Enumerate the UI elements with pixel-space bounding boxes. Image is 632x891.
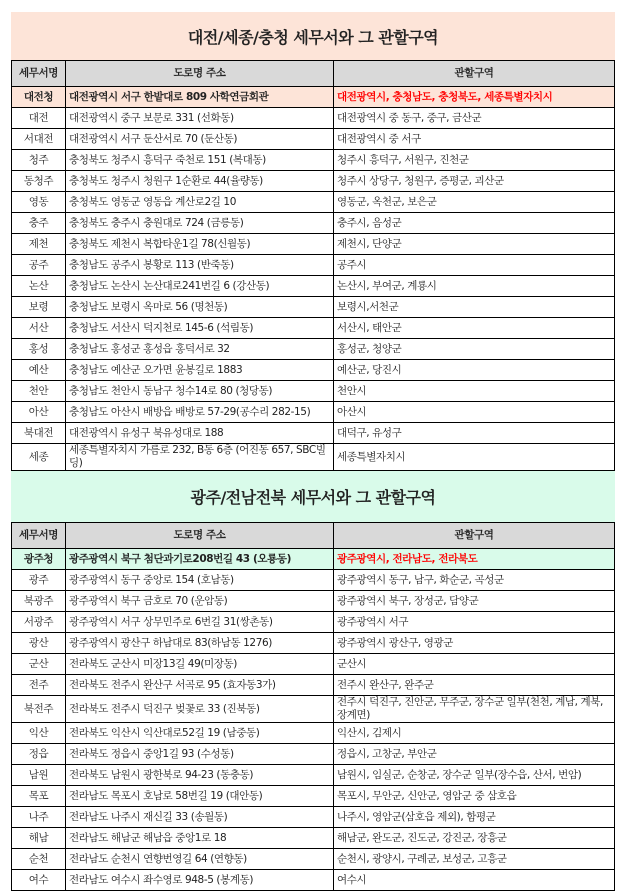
jurisdiction: 청주시 흥덕구, 서원구, 진천군 xyxy=(334,150,615,171)
office-name: 여수 xyxy=(12,870,66,891)
road-address: 충청남도 아산시 배방읍 배방로 57-29(공수리 282-15) xyxy=(66,402,334,423)
jurisdiction: 서산시, 태안군 xyxy=(334,318,615,339)
jurisdiction: 광주광역시 광산구, 영광군 xyxy=(334,633,615,654)
jurisdiction: 아산시 xyxy=(334,402,615,423)
table-row xyxy=(12,786,615,807)
jurisdiction: 대덕구, 유성구 xyxy=(334,423,615,444)
table-row xyxy=(12,570,615,591)
table-header-row xyxy=(12,61,615,87)
office-name: 전주 xyxy=(12,675,66,696)
table-row xyxy=(12,234,615,255)
road-address: 전라북도 전주시 덕진구 벚꽃로 33 (진북동) xyxy=(66,696,334,723)
table-row xyxy=(12,381,615,402)
road-address: 대전광역시 서구 둔산서로 70 (둔산동) xyxy=(66,129,334,150)
jurisdiction: 전주시 완산구, 완주군 xyxy=(334,675,615,696)
section-title: 대전/세종/충청 세무서와 그 관할구역 xyxy=(11,12,615,60)
jurisdiction: 광주광역시 동구, 남구, 화순군, 곡성군 xyxy=(334,570,615,591)
road-address: 대전광역시 중구 보문로 331 (선화동) xyxy=(66,108,334,129)
table-row xyxy=(12,612,615,633)
road-address: 대전광역시 서구 한밭대로 809 사학연금회관 xyxy=(66,87,334,108)
table-row xyxy=(12,150,615,171)
road-address: 광주광역시 서구 상무민주로 6번길 31(쌍촌동) xyxy=(66,612,334,633)
office-name: 천안 xyxy=(12,381,66,402)
road-address: 광주광역시 북구 첨단과기로208번길 43 (오룡동) xyxy=(66,549,334,570)
office-name: 아산 xyxy=(12,402,66,423)
table-row xyxy=(12,192,615,213)
table-row xyxy=(12,654,615,675)
office-name: 홍성 xyxy=(12,339,66,360)
table-row xyxy=(12,402,615,423)
office-name: 광주 xyxy=(12,570,66,591)
road-address: 충청남도 공주시 봉황로 113 (반죽동) xyxy=(66,255,334,276)
section-daejeon-chungcheong xyxy=(11,12,615,471)
road-address: 전라남도 여수시 좌수영로 948-5 (봉계동) xyxy=(66,870,334,891)
road-address: 충청남도 홍성군 홍성읍 홍덕서로 32 xyxy=(66,339,334,360)
office-name: 동청주 xyxy=(12,171,66,192)
table-row xyxy=(12,171,615,192)
jurisdiction: 예산군, 당진시 xyxy=(334,360,615,381)
table-row xyxy=(12,675,615,696)
road-address: 전라북도 남원시 광한북로 94-23 (동충동) xyxy=(66,765,334,786)
road-address: 전라남도 나주시 재신길 33 (송월동) xyxy=(66,807,334,828)
jurisdiction: 청주시 상당구, 청원구, 증평군, 괴산군 xyxy=(334,171,615,192)
office-name: 영동 xyxy=(12,192,66,213)
table-row xyxy=(12,765,615,786)
header-address: 도로명 주소 xyxy=(66,61,334,87)
office-name: 대전청 xyxy=(12,87,66,108)
road-address: 전라북도 익산시 익산대로52길 19 (남중동) xyxy=(66,723,334,744)
jurisdiction: 익산시, 김제시 xyxy=(334,723,615,744)
jurisdiction: 공주시 xyxy=(334,255,615,276)
office-name: 북전주 xyxy=(12,696,66,723)
jurisdiction: 나주시, 영암군(삼호읍 제외), 함평군 xyxy=(334,807,615,828)
office-name: 광산 xyxy=(12,633,66,654)
jurisdiction: 광주광역시 서구 xyxy=(334,612,615,633)
office-name: 청주 xyxy=(12,150,66,171)
road-address: 전라북도 정읍시 중앙1길 93 (수성동) xyxy=(66,744,334,765)
road-address: 전라북도 군산시 미장13길 49(미장동) xyxy=(66,654,334,675)
table-row-regional-office xyxy=(12,87,615,108)
header-office: 세무서명 xyxy=(12,523,66,549)
road-address: 충청북도 제천시 복합타운1길 78(신월동) xyxy=(66,234,334,255)
jurisdiction: 여수시 xyxy=(334,870,615,891)
jurisdiction: 해남군, 완도군, 진도군, 강진군, 장흥군 xyxy=(334,828,615,849)
table-row xyxy=(12,129,615,150)
road-address: 충청북도 청주시 흥덕구 죽천로 151 (복대동) xyxy=(66,150,334,171)
table-row xyxy=(12,276,615,297)
road-address: 전라남도 순천시 연향번영길 64 (연향동) xyxy=(66,849,334,870)
jurisdiction: 광주광역시 북구, 장성군, 담양군 xyxy=(334,591,615,612)
jurisdiction: 군산시 xyxy=(334,654,615,675)
office-name: 목포 xyxy=(12,786,66,807)
office-name: 대전 xyxy=(12,108,66,129)
office-name: 북광주 xyxy=(12,591,66,612)
office-name: 나주 xyxy=(12,807,66,828)
table-row xyxy=(12,723,615,744)
road-address: 전라남도 목포시 호남로 58번길 19 (대안동) xyxy=(66,786,334,807)
road-address: 전라북도 전주시 완산구 서곡로 95 (효자동3가) xyxy=(66,675,334,696)
office-name: 보령 xyxy=(12,297,66,318)
road-address: 충청남도 보령시 옥마로 56 (명천동) xyxy=(66,297,334,318)
table-row xyxy=(12,849,615,870)
road-address: 충청남도 천안시 동남구 청수14로 80 (청당동) xyxy=(66,381,334,402)
road-address: 충청남도 논산시 논산대로241번길 6 (강산동) xyxy=(66,276,334,297)
office-name: 해남 xyxy=(12,828,66,849)
road-address: 충청북도 청주시 청원구 1순환로 44(율량동) xyxy=(66,171,334,192)
jurisdiction: 대전광역시 중 서구 xyxy=(334,129,615,150)
road-address: 광주광역시 동구 중앙로 154 (호남동) xyxy=(66,570,334,591)
table-row xyxy=(12,807,615,828)
road-address: 전라남도 해남군 해남읍 중앙1로 18 xyxy=(66,828,334,849)
road-address: 충청북도 영동군 영동읍 계산로2길 10 xyxy=(66,192,334,213)
jurisdiction: 충주시, 음성군 xyxy=(334,213,615,234)
office-name: 공주 xyxy=(12,255,66,276)
office-name: 광주청 xyxy=(12,549,66,570)
table-row xyxy=(12,318,615,339)
table-row xyxy=(12,828,615,849)
jurisdiction: 순천시, 광양시, 구례군, 보성군, 고흥군 xyxy=(334,849,615,870)
header-address: 도로명 주소 xyxy=(66,523,334,549)
jurisdiction: 보령시,서천군 xyxy=(334,297,615,318)
table-row xyxy=(12,255,615,276)
office-name: 서산 xyxy=(12,318,66,339)
jurisdiction: 논산시, 부여군, 계룡시 xyxy=(334,276,615,297)
jurisdiction: 대전광역시, 충청남도, 충청북도, 세종특별자치시 xyxy=(334,87,615,108)
jurisdiction: 광주광역시, 전라남도, 전라북도 xyxy=(334,549,615,570)
document xyxy=(11,12,615,891)
office-name: 군산 xyxy=(12,654,66,675)
table-row xyxy=(12,108,615,129)
office-name: 제천 xyxy=(12,234,66,255)
tax-office-table xyxy=(11,60,615,471)
jurisdiction: 천안시 xyxy=(334,381,615,402)
road-address: 광주광역시 북구 금호로 70 (운암동) xyxy=(66,591,334,612)
table-row xyxy=(12,744,615,765)
office-name: 순천 xyxy=(12,849,66,870)
table-header-row xyxy=(12,523,615,549)
jurisdiction: 남원시, 임실군, 순창군, 장수군 일부(장수읍, 산서, 번암) xyxy=(334,765,615,786)
road-address: 충청북도 충주시 충원대로 724 (금릉동) xyxy=(66,213,334,234)
road-address: 대전광역시 유성구 북유성대로 188 xyxy=(66,423,334,444)
jurisdiction: 영동군, 옥천군, 보은군 xyxy=(334,192,615,213)
office-name: 논산 xyxy=(12,276,66,297)
table-row-regional-office xyxy=(12,549,615,570)
jurisdiction: 대전광역시 중 동구, 중구, 금산군 xyxy=(334,108,615,129)
header-jurisdiction: 관할구역 xyxy=(334,523,615,549)
table-row xyxy=(12,297,615,318)
section-gwangju-jeolla xyxy=(11,471,615,891)
office-name: 남원 xyxy=(12,765,66,786)
jurisdiction: 제천시, 단양군 xyxy=(334,234,615,255)
table-row xyxy=(12,870,615,891)
office-name: 정읍 xyxy=(12,744,66,765)
table-row xyxy=(12,213,615,234)
office-name: 북대전 xyxy=(12,423,66,444)
header-jurisdiction: 관할구역 xyxy=(334,61,615,87)
jurisdiction: 전주시 덕진구, 진안군, 무주군, 장수군 일부(천천, 계남, 계북, 장계면) xyxy=(334,696,615,723)
office-name: 익산 xyxy=(12,723,66,744)
table-row xyxy=(12,423,615,444)
jurisdiction: 세종특별자치시 xyxy=(334,444,615,471)
table-row xyxy=(12,591,615,612)
table-row xyxy=(12,360,615,381)
office-name: 서대전 xyxy=(12,129,66,150)
table-row xyxy=(12,696,615,723)
table-row xyxy=(12,339,615,360)
header-office: 세무서명 xyxy=(12,61,66,87)
road-address: 광주광역시 광산구 하남대로 83(하남동 1276) xyxy=(66,633,334,654)
road-address: 충청남도 서산시 덕지천로 145-6 (석림동) xyxy=(66,318,334,339)
jurisdiction: 정읍시, 고창군, 부안군 xyxy=(334,744,615,765)
jurisdiction: 홍성군, 청양군 xyxy=(334,339,615,360)
table-row xyxy=(12,633,615,654)
jurisdiction: 목포시, 무안군, 신안군, 영암군 중 삼호읍 xyxy=(334,786,615,807)
road-address: 충청남도 예산군 오가면 윤봉길로 1883 xyxy=(66,360,334,381)
office-name: 충주 xyxy=(12,213,66,234)
section-title: 광주/전남전북 세무서와 그 관할구역 xyxy=(11,471,615,522)
tax-office-table xyxy=(11,522,615,891)
table-row xyxy=(12,444,615,471)
office-name: 예산 xyxy=(12,360,66,381)
office-name: 세종 xyxy=(12,444,66,471)
office-name: 서광주 xyxy=(12,612,66,633)
road-address: 세종특별자치시 가름로 232, B동 6층 (어진동 657, SBC빌딩) xyxy=(66,444,334,471)
